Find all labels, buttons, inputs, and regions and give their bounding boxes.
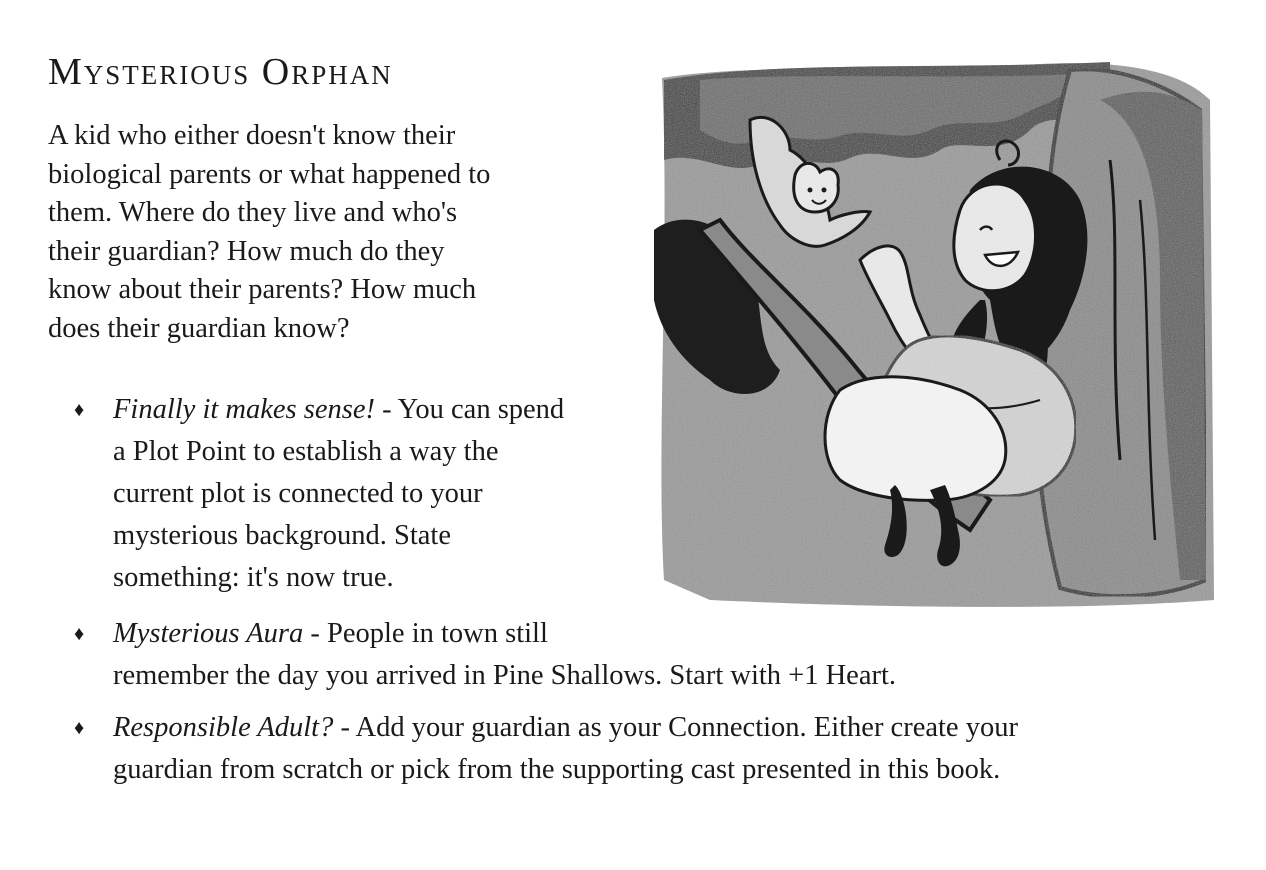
ability-first-line xyxy=(113,389,564,431)
bat-head xyxy=(794,163,839,212)
ability-line: current plot is connected to your xyxy=(113,478,483,509)
intro-line: does their guardian know? xyxy=(48,312,350,344)
ability-line: remember the day you arrived in Pine Shallows. Start with +1 Heart. xyxy=(113,660,897,691)
ability-name: Finally it makes sense! xyxy=(113,394,375,425)
ability-line: guardian from scratch or pick from the supporting cast presented in this book. xyxy=(113,754,1001,785)
ability-text: - People in town still xyxy=(303,618,548,649)
ability-text: - Add your guardian as your Connection. Either create your xyxy=(333,712,1018,743)
intro-line: know about their parents? How much xyxy=(48,274,477,305)
intro-paragraph xyxy=(48,117,608,348)
ability-line: mysterious background. State xyxy=(113,520,451,551)
girl-face xyxy=(954,184,1036,291)
ability-name: Mysterious Aura xyxy=(113,618,304,649)
intro-line: biological parents or what happened to xyxy=(48,158,491,190)
diamond-bullet-icon: ♦ xyxy=(74,623,85,645)
girl-in-tree-illustration xyxy=(640,40,1220,620)
intro-line: A kid who either doesn't know their xyxy=(48,120,456,151)
section-title: Mysterious Orphan xyxy=(48,51,393,93)
ability-first-line xyxy=(113,707,1018,749)
diamond-bullet-icon: ♦ xyxy=(74,717,85,739)
ability-text: - You can spend xyxy=(374,394,565,425)
ability-line: something: it's now true. xyxy=(113,562,394,593)
diamond-bullet-icon: ♦ xyxy=(74,399,85,421)
intro-line: their guardian? How much do they xyxy=(48,235,445,267)
ability-first-line xyxy=(113,613,548,655)
ability-name: Responsible Adult? xyxy=(113,712,334,743)
intro-line: them. Where do they live and who's xyxy=(48,197,458,228)
ability-line: a Plot Point to establish a way the xyxy=(113,436,499,467)
